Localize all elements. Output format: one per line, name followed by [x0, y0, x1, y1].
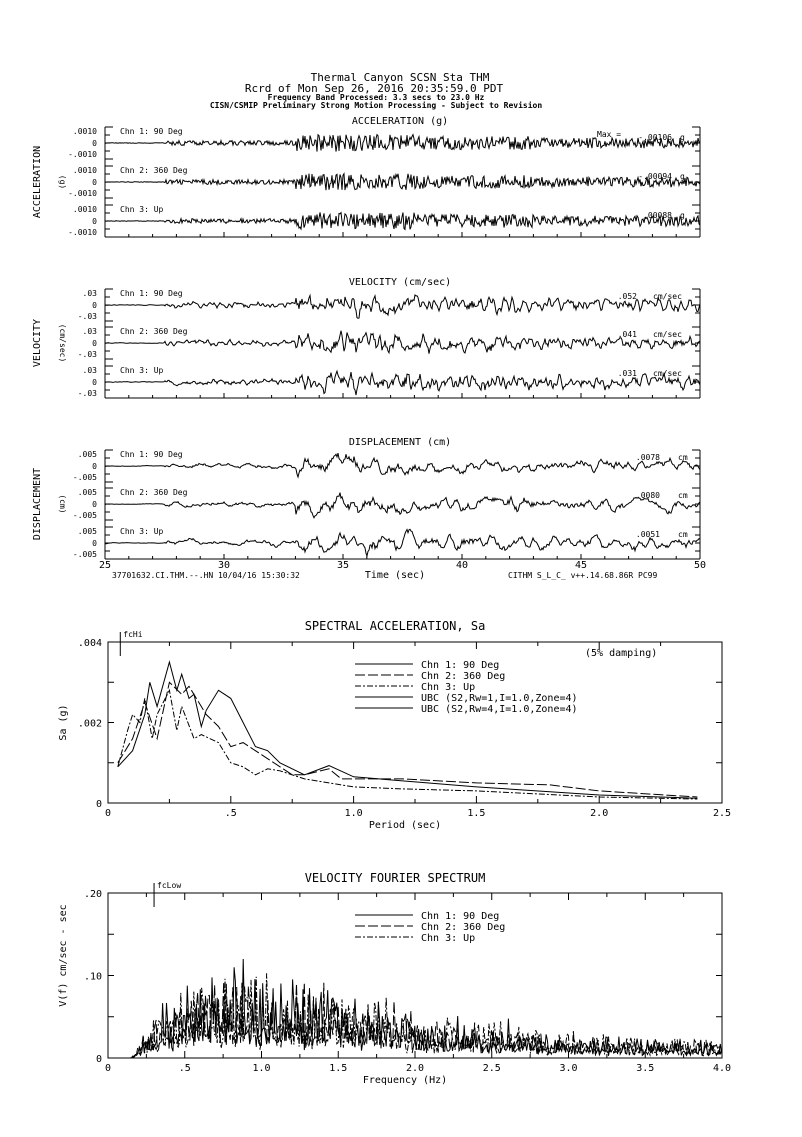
channel-label: Chn 1: 90 Deg: [120, 289, 183, 298]
waveform-trace: [105, 174, 700, 191]
legend-entry: Chn 2: 360 Deg: [421, 922, 506, 933]
x-tick-label: 25: [98, 560, 112, 571]
footer-left: 37701632.CI.THM.--.HN 10/04/16 15:30:32: [112, 571, 300, 580]
channel-unit: cm/sec: [653, 330, 682, 339]
panel-title: ACCELERATION (g): [351, 116, 449, 127]
y-tick-label: 0: [92, 178, 97, 187]
waveform-trace: [105, 295, 700, 318]
x-tick-label: 4.0: [712, 1063, 732, 1074]
y-tick-label: .03: [82, 327, 97, 336]
channel-label: Chn 2: 360 Deg: [120, 488, 188, 497]
y-tick-label: .03: [82, 366, 97, 375]
panel-title: DISPLACEMENT (cm): [348, 437, 452, 448]
panel-ylabel: DISPLACEMENT: [32, 467, 43, 541]
legend-entry: UBC (S2,Rw=4,I=1.0,Zone=4): [421, 704, 578, 715]
waveform-trace: [105, 529, 700, 556]
x-tick-label: 1.5: [329, 1063, 348, 1074]
legend-entry: UBC (S2,Rw=1,I=1.0,Zone=4): [421, 693, 578, 704]
legend-entry: Chn 1: 90 Deg: [421, 660, 500, 671]
channel-label: Chn 1: 90 Deg: [120, 127, 183, 136]
channel-unit: cm: [678, 530, 688, 539]
channel-unit: g: [680, 211, 685, 220]
y-tick-label: 0: [92, 339, 97, 348]
x-tick-label: 1.5: [467, 808, 486, 819]
y-axis-label: Sa (g): [58, 704, 69, 741]
y-tick-label: -.005: [72, 550, 97, 559]
y-tick-label: .004: [77, 638, 102, 649]
panel-ylabel: ACCELERATION: [32, 145, 43, 219]
channel-peak: .041: [617, 330, 637, 339]
record-time: Rcrd of Mon Sep 26, 2016 20:35:59.0 PDT: [244, 82, 504, 95]
x-tick-label: 35: [336, 560, 350, 571]
x-tick-label: 3.0: [559, 1063, 578, 1074]
panel-yunit: (g): [58, 174, 67, 190]
waveform-trace: [105, 493, 700, 518]
y-tick-label: 0: [92, 378, 97, 387]
y-axis-label: V(f) cm/sec - sec: [58, 904, 69, 1007]
x-tick-label: 3.5: [636, 1063, 655, 1074]
x-tick-label: 50: [693, 560, 707, 571]
panel-yunit: (cm): [58, 494, 67, 514]
panel-title: VELOCITY (cm/sec): [348, 277, 452, 288]
channel-peak: -.00094: [638, 172, 672, 181]
x-tick-label: 2.5: [712, 808, 732, 819]
damping-note: (5% damping): [585, 648, 658, 659]
y-tick-label: .03: [82, 289, 97, 298]
y-tick-label: -.03: [77, 312, 97, 321]
channel-peak: .0078: [635, 453, 660, 462]
y-tick-label: -.005: [72, 511, 97, 520]
waveform-trace: [105, 371, 700, 395]
y-tick-label: .0010: [72, 166, 97, 175]
y-tick-label: -.005: [72, 473, 97, 482]
y-tick-label: 0: [92, 301, 97, 310]
cutoff-label: fcLow: [157, 881, 182, 890]
y-tick-label: .005: [77, 527, 97, 536]
x-tick-label: 30: [217, 560, 231, 571]
y-tick-label: -.03: [77, 350, 97, 359]
y-tick-label: -.0010: [68, 228, 97, 237]
series-line: [118, 690, 698, 799]
plot-title: SPECTRAL ACCELERATION, Sa: [304, 619, 486, 633]
x-tick-label: 1.0: [344, 808, 363, 819]
x-tick-label: 45: [574, 560, 588, 571]
x-tick-label: 40: [455, 560, 469, 571]
channel-unit: cm/sec: [653, 292, 682, 301]
channel-peak: .052: [617, 292, 637, 301]
waveform-trace: [105, 212, 700, 229]
legend-entry: Chn 3: Up: [421, 933, 476, 944]
channel-label: Chn 2: 360 Deg: [120, 166, 188, 175]
series-line: [118, 662, 698, 798]
legend-entry: Chn 2: 360 Deg: [421, 671, 506, 682]
x-tick-label: 2.0: [405, 1063, 425, 1074]
channel-unit: cm: [678, 491, 688, 500]
channel-unit: cm/sec: [653, 369, 682, 378]
channel-peak: .031: [617, 369, 637, 378]
x-tick-label: .5: [224, 808, 237, 819]
channel-label: Chn 1: 90 Deg: [120, 450, 183, 459]
series-line: [118, 682, 698, 797]
station-title: Thermal Canyon SCSN Sta THM: [310, 71, 490, 84]
y-tick-label: .0010: [72, 127, 97, 136]
cutoff-label: fcHi: [123, 630, 143, 639]
processing-note: CISN/CSMIP Preliminary Strong Motion Processing - Subject to Revision: [209, 101, 543, 110]
channel-peak: .00088: [643, 211, 672, 220]
waveform-trace: [105, 453, 700, 477]
legend-entry: Chn 3: Up: [421, 682, 476, 693]
channel-peak: -.00106: [638, 133, 672, 142]
channel-unit: g: [680, 133, 685, 142]
panel-yunit: (cm/sec): [58, 323, 67, 363]
y-tick-label: .002: [77, 718, 102, 730]
channel-peak: .0051: [635, 530, 660, 539]
channel-unit: g: [680, 172, 685, 181]
channel-label: Chn 3: Up: [120, 366, 164, 375]
y-tick-label: .005: [77, 488, 97, 497]
x-axis-label: Frequency (Hz): [362, 1075, 448, 1086]
channel-peak: .0080: [635, 491, 660, 500]
x-tick-label: 1.0: [252, 1063, 271, 1074]
legend-entry: Chn 1: 90 Deg: [421, 911, 500, 922]
plot-title: VELOCITY FOURIER SPECTRUM: [304, 871, 486, 885]
x-axis-label: Time (sec): [364, 570, 426, 581]
y-tick-label: 0: [92, 462, 97, 471]
channel-label: Chn 3: Up: [120, 205, 164, 214]
y-tick-label: -.03: [77, 389, 97, 398]
channel-label: Chn 3: Up: [120, 527, 164, 536]
y-tick-label: 0: [92, 139, 97, 148]
y-tick-label: 0: [95, 1054, 102, 1065]
footer-right: CITHM S_L_C_ v++.14.68.86R PC99: [508, 571, 658, 580]
y-tick-label: -.0010: [68, 150, 97, 159]
x-tick-label: 0: [104, 1063, 112, 1074]
channel-label: Chn 2: 360 Deg: [120, 327, 188, 336]
max-label: Max =: [597, 130, 622, 139]
frequency-band: Frequency Band Processed: 3.3 secs to 23.0 Hz: [267, 93, 485, 102]
x-tick-label: 2.0: [590, 808, 609, 819]
x-tick-label: .5: [178, 1063, 191, 1074]
y-tick-label: .0010: [72, 205, 97, 214]
y-tick-label: .10: [83, 971, 102, 983]
x-axis-label: Period (sec): [368, 820, 442, 831]
y-tick-label: 0: [92, 500, 97, 509]
y-tick-label: -.0010: [68, 189, 97, 198]
y-tick-label: 0: [92, 539, 97, 548]
x-tick-label: 0: [104, 808, 112, 819]
y-tick-label: .005: [77, 450, 97, 459]
channel-unit: cm: [678, 453, 688, 462]
y-tick-label: 0: [95, 799, 102, 810]
y-tick-label: 0: [92, 217, 97, 226]
panel-ylabel: VELOCITY: [32, 318, 43, 368]
waveform-trace: [105, 331, 700, 354]
y-tick-label: .20: [83, 889, 102, 900]
x-tick-label: 2.5: [482, 1063, 501, 1074]
